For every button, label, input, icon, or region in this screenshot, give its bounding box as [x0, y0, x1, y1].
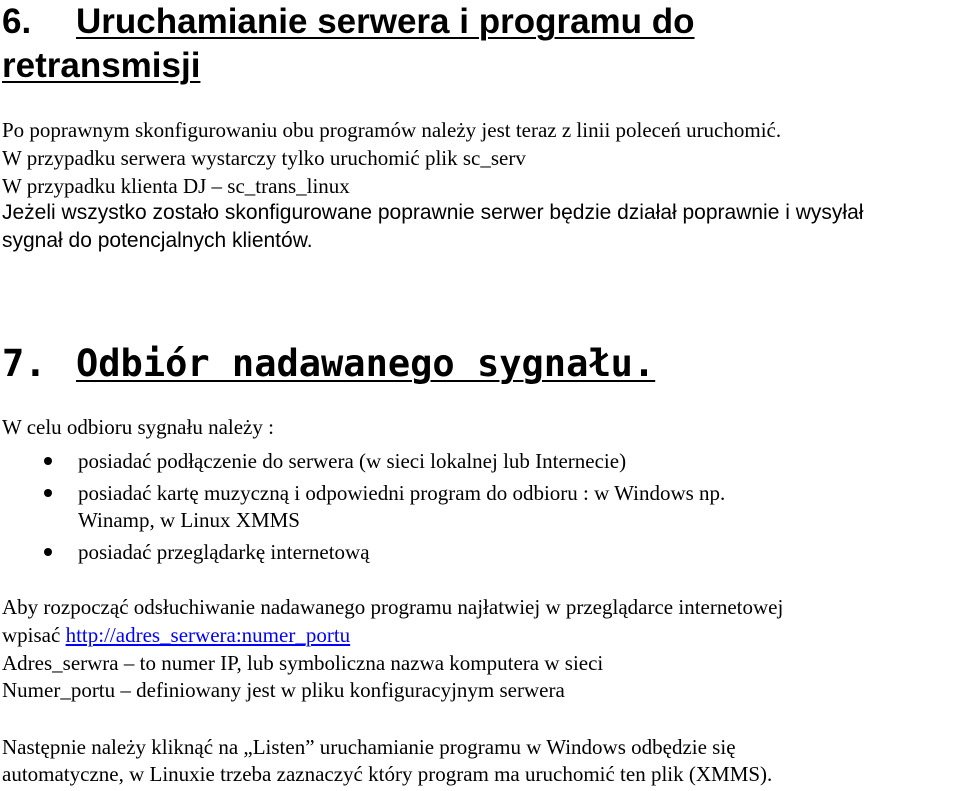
section-7-text-line-with-link: [2, 621, 350, 649]
list-item-text: Winamp, w Linux XMMS: [78, 508, 300, 532]
section-7-text-line: Adres_serwra – to numer IP, lub symboliczna nazwa komputera w sieci: [2, 651, 604, 675]
section-6-heading: [2, 0, 695, 44]
section-7-intro: W celu odbioru sygnału należy :: [2, 415, 274, 439]
section-7-heading: [2, 342, 655, 386]
section-7-text-line: automatyczne, w Linuxie trzeba zaznaczyć który program ma uruchomić ten plik (XMMS).: [2, 762, 773, 786]
section-6-title-line1: Uruchamianie serwera i programu do: [76, 2, 695, 41]
bullet-icon: [44, 489, 52, 497]
section-6-title-line2: retransmisji: [2, 46, 201, 85]
list-item-text: posiadać przeglądarkę internetową: [78, 540, 370, 564]
bullet-icon: [44, 548, 52, 556]
section-6-text-line: Jeżeli wszystko zostało skonfigurowane poprawnie serwer będzie działał poprawnie i wysyłał: [2, 201, 864, 224]
section-6-text-line: Po poprawnym skonfigurowaniu obu programów należy jest teraz z linii poleceń uruchomić.: [2, 118, 782, 142]
section-6-text-line: W przypadku klienta DJ – sc_trans_linux: [2, 174, 350, 198]
section-7-number: 7.: [2, 342, 47, 385]
section-6-text-line: W przypadku serwera wystarczy tylko uruchomić plik sc_serv: [2, 146, 526, 170]
section-7-text-line: Numer_portu – definiowany jest w pliku konfiguracyjnym serwera: [2, 678, 565, 702]
list-item-text: posiadać podłączenie do serwera (w sieci lokalnej lub Internecie): [78, 449, 627, 473]
link-prefix: wpisać: [2, 623, 66, 647]
section-7-title: Odbiór nadawanego sygnału.: [76, 342, 656, 385]
list-item-text: posiadać kartę muzyczną i odpowiedni program do odbioru : w Windows np.: [78, 481, 726, 505]
section-6-number: 6.: [2, 2, 32, 41]
server-url-link[interactable]: http://adres_serwera:numer_portu: [65, 623, 351, 647]
section-6-heading-cont: [2, 44, 200, 88]
section-6-text-line: sygnał do potencjalnych klientów.: [2, 229, 313, 252]
section-7-text-line: Aby rozpocząć odsłuchiwanie nadawanego programu najłatwiej w przeglądarce internetowej: [2, 595, 784, 619]
bullet-icon: [44, 457, 52, 465]
section-7-text-line: Następnie należy kliknąć na „Listen” uruchamianie programu w Windows odbędzie się: [2, 735, 736, 759]
